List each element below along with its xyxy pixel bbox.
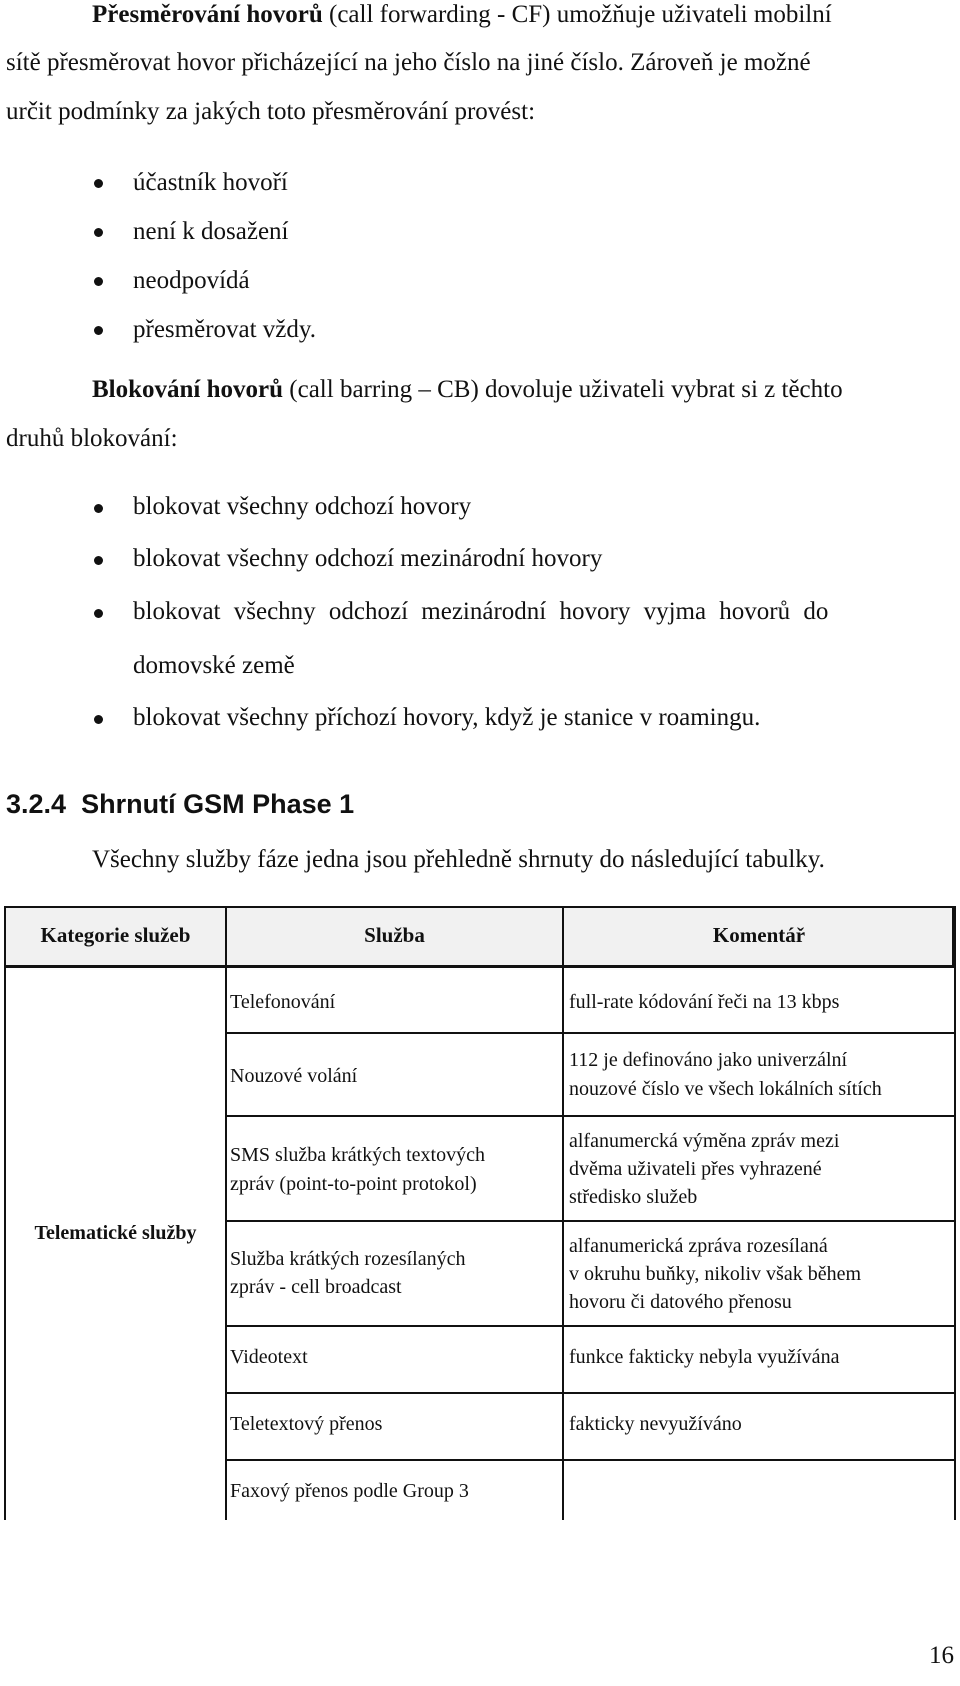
comment-cell: dvěma uživateli přes vyhrazené (569, 1158, 822, 1180)
bullet-icon (94, 504, 103, 513)
list-item: neodpovídá (133, 267, 250, 294)
service-cell: Videotext (230, 1346, 308, 1368)
comment-cell: alfanumercká výměna zpráv mezi (569, 1130, 840, 1152)
section-intro: Všechny služby fáze jedna jsou přehledně shrnuty do následující tabulky. (92, 846, 825, 873)
category-cell: Telematické služby (34, 1222, 197, 1244)
comment-cell: full-rate kódování řeči na 13 kbps (569, 991, 840, 1013)
service-cell: SMS služba krátkých textových (230, 1144, 485, 1166)
comment-cell: v okruhu buňky, nikoliv však během (569, 1263, 862, 1285)
comment-cell: 112 je definováno jako univerzální (569, 1049, 848, 1071)
term-call-barring: Blokování hovorů (92, 376, 284, 403)
service-cell: zpráv (point-to-point protokol) (230, 1173, 477, 1195)
paragraph-line: druhů blokování: (6, 425, 178, 452)
bullet-icon (94, 228, 103, 237)
comment-cell: alfanumerická zpráva rozesílaná (569, 1235, 828, 1257)
table-row-divider (225, 1325, 956, 1327)
table-row-divider (225, 1392, 956, 1394)
service-cell: Faxový přenos podle Group 3 (230, 1480, 469, 1502)
table-row-divider (225, 1032, 956, 1034)
header-category: Kategorie služeb (40, 923, 191, 947)
page-number: 16 (929, 1642, 954, 1669)
comment-cell: funkce fakticky nebyla využívána (569, 1346, 840, 1368)
section-number: 3.2.4 (6, 789, 67, 819)
paragraph-call-forwarding (92, 0, 832, 30)
service-cell: Teletextový přenos (230, 1413, 383, 1435)
paragraph-text: (call barring – CB) dovoluje uživateli vybrat si z těchto (283, 376, 843, 403)
header-comment: Komentář (712, 923, 806, 947)
term-call-forwarding: Přesměrování hovorů (92, 1, 323, 28)
paragraph-line: určit podmínky za jakých toto přesměrování provést: (6, 98, 536, 125)
table-row-divider (225, 1115, 956, 1117)
section-title: Shrnutí GSM Phase 1 (81, 789, 355, 819)
table-column-divider (562, 906, 564, 1520)
table-border-right (954, 906, 956, 1520)
list-item-continuation: domovské země (133, 652, 295, 679)
comment-cell: nouzové číslo ve všech lokálních sítích (569, 1078, 882, 1100)
comment-cell: fakticky nevyužíváno (569, 1413, 742, 1435)
comment-cell: hovoru či datového přenosu (569, 1291, 792, 1313)
paragraph-line: sítě přesměrovat hovor přicházející na jeho číslo na jiné číslo. Zároveň je možné (6, 49, 811, 76)
service-cell: Služba krátkých rozesílaných (230, 1248, 466, 1270)
bullet-icon (94, 326, 103, 335)
bullet-icon (94, 179, 103, 188)
paragraph-text: (call forwarding - CF) umožňuje uživateli mobilní (322, 1, 832, 28)
list-item: není k dosažení (133, 218, 289, 245)
service-cell: Nouzové volání (230, 1065, 358, 1087)
table-row-divider (225, 1220, 956, 1222)
comment-cell: středisko služeb (569, 1186, 698, 1208)
list-item: blokovat všechny odchozí hovory (133, 493, 472, 520)
table-header-border (4, 965, 956, 968)
bullet-icon (94, 277, 103, 286)
list-item: blokovat všechny odchozí mezinárodní hovory (133, 545, 603, 572)
table-border-left (4, 906, 6, 1520)
list-item: účastník hovoří (133, 169, 288, 196)
bullet-icon (94, 556, 103, 565)
list-item: přesměrovat vždy. (133, 316, 317, 343)
service-cell: Telefonování (230, 991, 336, 1013)
bullet-icon (94, 609, 103, 618)
service-cell: zpráv - cell broadcast (230, 1276, 402, 1298)
list-item: blokovat všechny příchozí hovory, když je stanice v roamingu. (133, 704, 761, 731)
table-row-divider (225, 1459, 956, 1461)
bullet-icon (94, 715, 103, 724)
table-border-top (4, 906, 956, 908)
table-column-divider (225, 906, 227, 1520)
section-heading (6, 788, 354, 820)
list-item: blokovat všechny odchozí mezinárodní hovory vyjma hovorů do (133, 598, 829, 625)
paragraph-call-barring (92, 375, 843, 405)
header-service: Služba (364, 923, 425, 947)
